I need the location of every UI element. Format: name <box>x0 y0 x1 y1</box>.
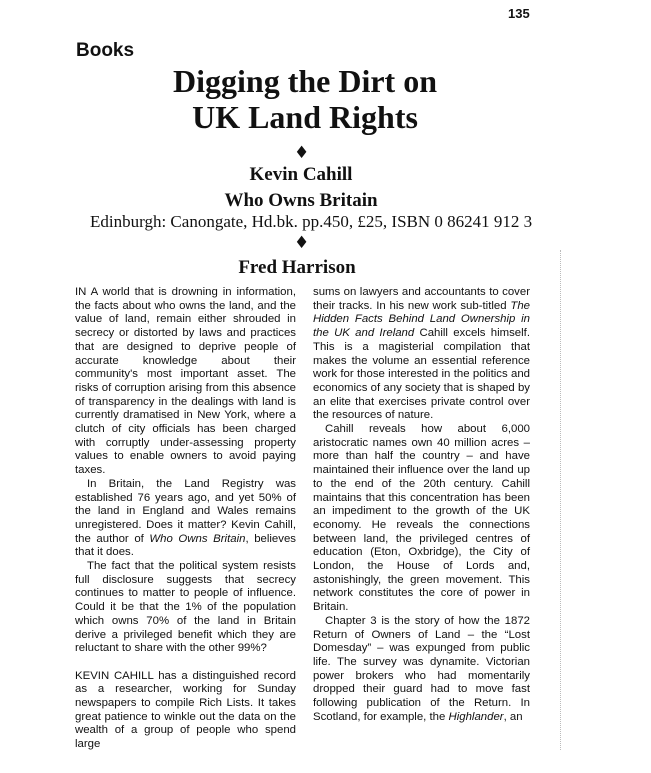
italic-subtitle: The Hidden Facts Behind Land Ownership in the UK and Ireland <box>313 299 530 340</box>
publication-details: Edinburgh: Canongate, Hd.bk. pp.450, £25, ISBN 0 86241 912 3 <box>90 212 533 231</box>
article-title-line-1: Digging the Dirt on <box>173 63 437 99</box>
article-title-line-2: UK Land Rights <box>192 99 418 135</box>
book-title: Who Owns Britain <box>224 190 378 211</box>
italic-book-title: Who Owns Britain <box>149 532 246 545</box>
paragraph: IN A world that is drowning in information, the facts about who owns the land, and the value of land, remain either shrouded in secrecy or distorted by laws and practices that are designed to deprive people of accurate knowledge about their community's most important asset. The risks of corruption arising from this absence of transparency in the dealings with land is currently dramatised in New York, where a clutch of city officials has been charged with corruptly under-assessing property values to enable owners to avoid paying taxes. <box>75 286 296 477</box>
paragraph: Chapter 3 is the story of how the 1872 Return of Owners of Land – the “Lost Domesday” – was expunged from public life. The survey was dynamite. Victorian power brokers who had momentarily dropped their guard had to move fast following publication of the Return. In Scotland, for example, the Highlander, an <box>313 614 530 723</box>
section-heading: Books <box>76 40 135 61</box>
page-number: 135 <box>508 6 530 21</box>
paragraph: In Britain, the Land Registry was established 76 years ago, and yet 50% of the land in England and Wales remains unregistered. Does it matter? Kevin Cahill, the author of Who Owns Britain, believes that it does. <box>75 477 296 559</box>
right-column <box>313 286 530 725</box>
diamond-ornament-icon: ♦ <box>294 143 310 163</box>
diamond-ornament-icon: ♦ <box>294 233 310 253</box>
paragraph: The fact that the political system resists full disclosure suggests that secrecy continues to matter to people of influence. Could it be that the 1% of the population which owns 70% of the land in Britain derive a privileged benefit which they are reluctant to share with the other 99%? <box>75 560 296 655</box>
paragraph: KEVIN CAHILL has a distinguished record as a researcher, working for Sunday newspapers to compile Rich Lists. It takes great patience to winkle out the data on the wealth of a group of people who spend large <box>75 669 296 751</box>
left-column <box>75 286 296 752</box>
paragraph: Cahill reveals how about 6,000 aristocratic names own 40 million acres – more than half the country – and have maintained their influence over the land up to the end of the 20th century. Cahill maintains that this concentration has been an impediment to the growth of the UK economy. He reveals the connections between land, the privileged centres of education (Eton, Oxbridge), the City of London, the House of Lords and, astonishingly, the green movement. This network constitutes the core of power in Britain. <box>313 423 530 614</box>
italic-publication-name: Highlander <box>448 710 504 723</box>
scan-margin-mark <box>560 250 561 750</box>
book-author: Kevin Cahill <box>249 164 353 185</box>
paragraph: sums on lawyers and accountants to cover their tracks. In his new work sub-titled The Hidden Facts Behind Land Ownership in the UK and Ireland Cahill excels himself. This is a magisterial compilation that makes the volume an essential reference work for those interested in the politics and economics of any society that is shaped by an elite that exercises private control over the resources of nature. <box>313 286 530 422</box>
reviewer-name: Fred Harrison <box>238 257 356 278</box>
